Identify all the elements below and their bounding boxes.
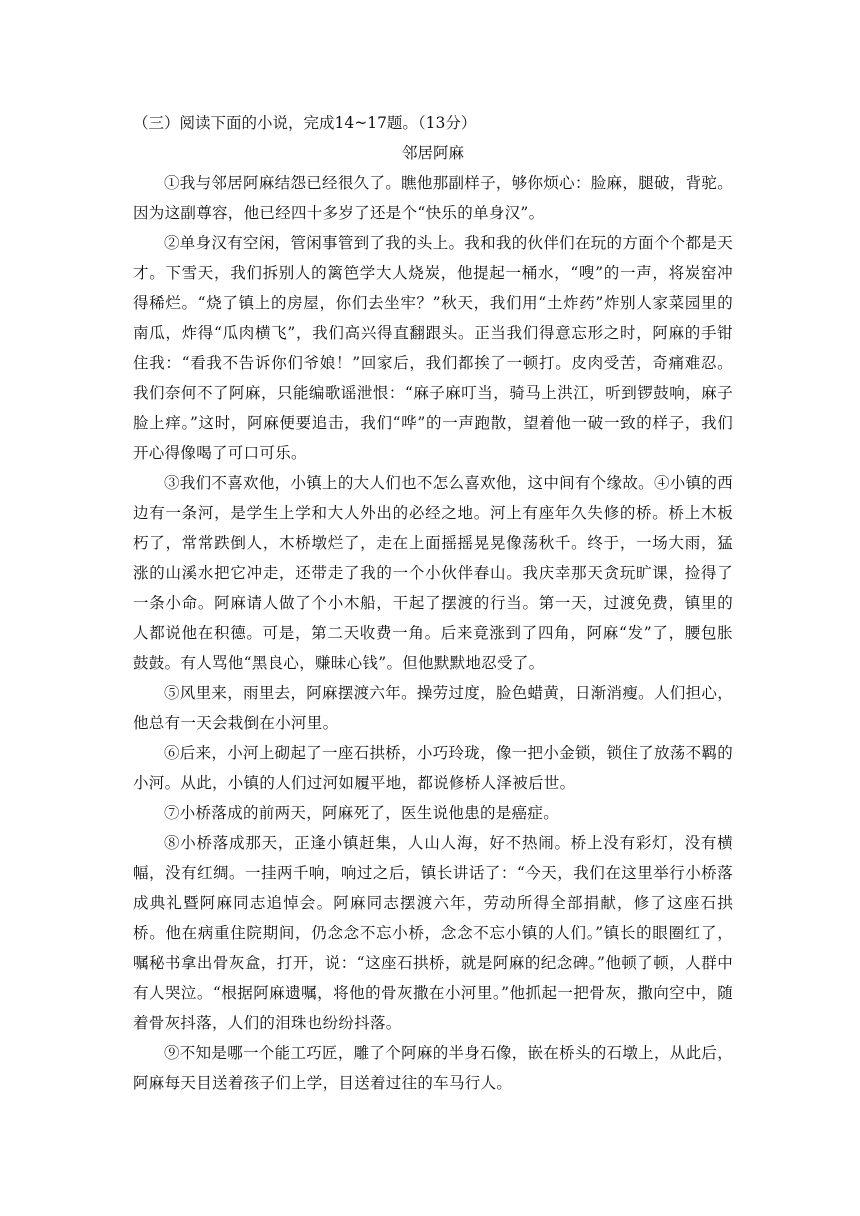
paragraph-6: ⑥后来，小河上砌起了一座石拱桥，小巧玲珑，像一把小金锁，锁住了放荡不羁的小河。从此，小镇的人们过河如履平地，都说修桥人泽被后世。 (133, 744, 733, 792)
paragraph-2: ②单身汉有空闲，管闲事管到了我的头上。我和我的伙伴们在玩的方面个个都是天才。下雪天，我们拆别人的篱笆学大人烧炭，他提起一桶水，“嗖”的一声，将炭窑冲得稀烂。“烧了镇上的房屋，你们去坐牢？”秋天，我们用“土炸药”炸别人家菜园里的南瓜，炸得“瓜肉横飞”，我们高兴得直翻跟头。正当我们得意忘形之时，阿麻的手钳住我：“看我不告诉你们爷娘！”回家后，我们都挨了一顿打。皮肉受苦，奇痛难忍。我们奈何不了阿麻，只能编歌谣泄恨：“麻子麻叮当，骑马上洪江，听到锣鼓响，麻子脸上痒。”这时，阿麻便要追击，我们“哗”的一声跑散，望着他一破一致的样子，我们开心得像喝了可口可乐。 (133, 234, 733, 462)
paragraph-8: ⑧小桥落成那天，正逢小镇赶集，人山人海，好不热闹。桥上没有彩灯，没有横幅，没有红绸。一挂两千响，响过之后，镇长讲话了：“今天，我们在这里举行小桥落成典礼暨阿麻同志追悼会。阿麻同志摆渡六年，劳动所得全部捐献，修了这座石拱桥。他在病重住院期间，仍念念不忘小桥，念念不忘小镇的人们。”镇长的眼圈红了，嘱秘书拿出骨灰盒，打开，说：“这座石拱桥，就是阿麻的纪念碑。”他顿了顿，人群中有人哭泣。“根据阿麻遗嘱，将他的骨灰撒在小河里。”他抓起一把骨灰，撒向空中，随着骨灰抖落，人们的泪珠也纷纷抖落。 (133, 834, 733, 1032)
paragraph-5: ⑤风里来，雨里去，阿麻摆渡六年。操劳过度，脸色蜡黄，日渐消瘦。人们担心，他总有一天会栽倒在小河里。 (133, 684, 733, 732)
story-title: 邻居阿麻 (401, 144, 464, 162)
story-body (133, 168, 733, 1098)
section-heading: （三）阅读下面的小说，完成14~17题。（13分） (133, 114, 477, 132)
document-page (133, 108, 733, 1098)
paragraph-3: ③我们不喜欢他，小镇上的大人们也不怎么喜欢他，这中间有个缘故。④小镇的西边有一条河，是学生上学和大人外出的必经之地。河上有座年久失修的桥。桥上木板朽了，常常跌倒人，木桥墩烂了，走在上面摇摇晃晃像荡秋千。终于，一场大雨，猛涨的山溪水把它冲走，还带走了我的一个小伙伴春山。我庆幸那天贪玩旷课，捡得了一条小命。阿麻请人做了个小木船，干起了摆渡的行当。第一天，过渡免费，镇里的人都说他在积德。可是，第二天收费一角。后来竟涨到了四角，阿麻“发”了，腰包胀鼓鼓。有人骂他“黑良心，赚昧心钱”。但他默默地忍受了。 (133, 474, 733, 672)
paragraph-1: ①我与邻居阿麻结怨已经很久了。瞧他那副样子，够你烦心：脸麻，腿破，背驼。因为这副尊容，他已经四十多岁了还是个“快乐的单身汉”。 (133, 174, 733, 222)
paragraph-9: ⑨不知是哪一个能工巧匠，雕了个阿麻的半身石像，嵌在桥头的石墩上，从此后，阿麻每天目送着孩子们上学，目送着过往的车马行人。 (133, 1044, 733, 1092)
paragraph-7: ⑦小桥落成的前两天，阿麻死了，医生说他患的是癌症。 (164, 804, 560, 822)
